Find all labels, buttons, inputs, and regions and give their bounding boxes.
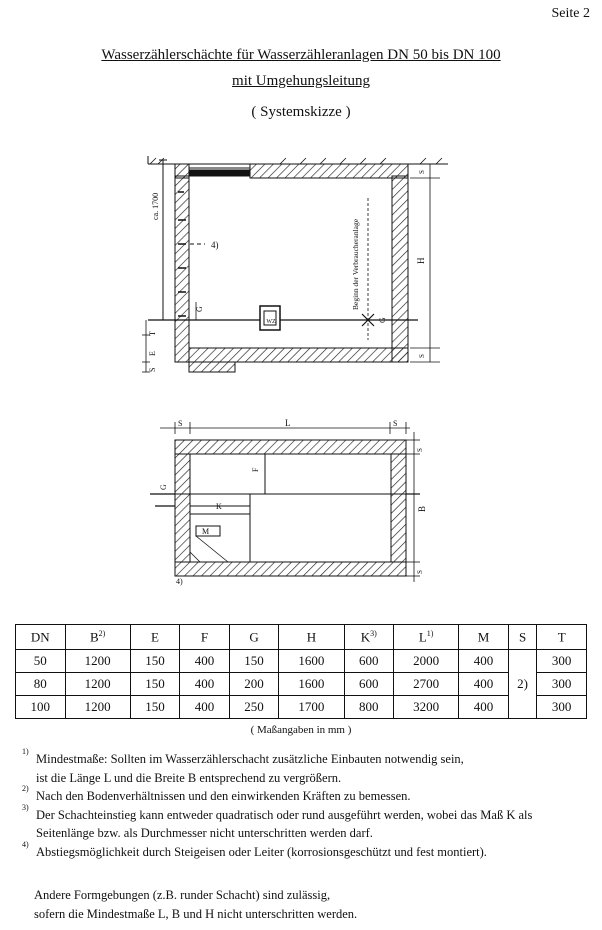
cell: 800 <box>344 696 394 719</box>
cell: 1200 <box>65 696 130 719</box>
footnote-mark: 3) <box>22 802 29 812</box>
footnote-mark: 2) <box>22 784 29 793</box>
col-b: $B^{2)}$ <box>65 625 130 650</box>
plan-drawing <box>0 412 602 592</box>
cell: 1200 <box>65 650 130 673</box>
cell: 250 <box>229 696 279 719</box>
cell: 150 <box>130 650 180 673</box>
dimensions-table <box>15 624 587 719</box>
plan-dim-G-label: G <box>159 484 168 490</box>
plan-dim-K-label: K <box>216 502 222 511</box>
footnote-4 <box>22 839 592 862</box>
cell: 100 <box>16 696 66 719</box>
table-row <box>16 696 587 719</box>
plan-dim-S-top-label: S <box>416 448 424 452</box>
col-g: G <box>229 625 279 650</box>
cell: 400 <box>180 650 230 673</box>
plan-dim-F-label: F <box>251 467 260 472</box>
cell: 1600 <box>279 650 344 673</box>
plan-ref-4-label: 4) <box>176 577 183 586</box>
footnote-2 <box>22 784 592 806</box>
footnote-line: Der Schachteinstieg kann entweder quadratisch oder rund ausgeführt werden, wobei das Maß K als <box>36 807 533 822</box>
cell: 2000 <box>394 650 459 673</box>
cell: 150 <box>229 650 279 673</box>
document-caption-systemskizze: ( Systemskizze ) <box>251 104 351 120</box>
footnote-mark: 1) <box>22 747 29 756</box>
closing-remark <box>34 886 357 924</box>
footnotes <box>22 747 592 861</box>
cell: 1700 <box>279 696 344 719</box>
footnote-line: ist die Länge L und die Breite B entsprechend zu vergrößern. <box>36 770 342 785</box>
cell: 200 <box>229 673 279 696</box>
section-drawing <box>0 140 602 380</box>
table-header-row <box>16 625 587 650</box>
col-h: H <box>279 625 344 650</box>
table-caption: ( Maßangaben in mm ) <box>250 724 352 736</box>
cell: 400 <box>459 650 509 673</box>
water-meter-label: WZ <box>266 319 276 325</box>
dim-S-top-label: S <box>418 170 426 174</box>
plan-dim-S-right-label: S <box>393 419 398 428</box>
dim-G-right-label: G <box>378 317 387 323</box>
cell: 400 <box>180 673 230 696</box>
dim-E-label: E <box>148 351 157 356</box>
cell: 600 <box>344 650 394 673</box>
footnote-line: Abstiegsmöglichkeit durch Steigeisen oder Leiter (korrosionsgeschützt und fest montiert). <box>36 844 487 859</box>
cell: 150 <box>130 673 180 696</box>
cell: 2700 <box>394 673 459 696</box>
dim-S-bottom-label: S <box>418 354 426 358</box>
ground-line <box>148 156 448 164</box>
closing-line: sofern die Mindestmaße L, B und H nicht unterschritten werden. <box>34 906 358 921</box>
cell: 1200 <box>65 673 130 696</box>
table-row <box>16 650 587 673</box>
cell: 150 <box>130 696 180 719</box>
col-t: T <box>537 625 587 650</box>
dim-ca1700-label: ca. 1700 <box>151 192 160 220</box>
beginn-label: Beginn der Verbraucheranlage <box>351 218 360 310</box>
dim-ca1700 <box>159 160 167 320</box>
footnote-line: Seitenlänge bzw. als Durchmesser nicht unterschritten werden darf. <box>36 826 373 840</box>
footnote-1 <box>22 747 592 787</box>
footnote-line: Nach den Bodenverhältnissen und den einwirkenden Kräften zu bemessen. <box>36 789 411 803</box>
col-l: $L^{1)}$ <box>394 625 459 650</box>
cell: 600 <box>344 673 394 696</box>
plan-dim-M-label: M <box>202 527 210 536</box>
water-meter-icon <box>260 306 280 330</box>
col-s: S <box>508 625 537 650</box>
footnote-line: Mindestmaße: Sollten im Wasserzählerschacht zusätzliche Einbauten notwendig sein, <box>36 752 464 766</box>
cell: 3200 <box>394 696 459 719</box>
col-m: M <box>459 625 509 650</box>
dim-T-label: T <box>148 331 157 336</box>
col-f: F <box>180 625 230 650</box>
footnote-mark: 4) <box>22 839 29 849</box>
valve-icon <box>362 198 374 340</box>
plan-dim-L-label: L <box>285 418 291 428</box>
col-dn: DN <box>16 625 66 650</box>
dim-G-left-label: G <box>195 306 204 312</box>
ref-4-label: 4) <box>211 240 219 250</box>
cell: 300 <box>537 696 587 719</box>
footnote-3 <box>22 802 592 843</box>
cell: 400 <box>180 696 230 719</box>
cell: 300 <box>537 673 587 696</box>
left-dims <box>142 320 150 372</box>
shaft-walls-section <box>175 164 408 372</box>
manhole-cover <box>189 168 250 176</box>
cell: 300 <box>537 650 587 673</box>
col-e: E <box>130 625 180 650</box>
table-row <box>16 673 587 696</box>
document-title: Wasserzählerschächte für Wasserzähleranlagen DN 50 bis DN 100 <box>101 47 501 63</box>
cell: 1600 <box>279 673 344 696</box>
closing-line: Andere Formgebungen (z.B. runder Schacht) sind zulässig, <box>34 888 331 902</box>
plan-dim-B-label: B <box>417 505 427 512</box>
page-number: Seite 2 <box>551 6 590 21</box>
cell: 50 <box>16 650 66 673</box>
col-k: $K^{3)}$ <box>344 625 394 650</box>
shaft-walls-plan <box>175 440 406 576</box>
cell: 400 <box>459 696 509 719</box>
plan-dim-S-left-label: S <box>178 419 183 428</box>
plan-dim-S-bottom-label: S <box>416 570 424 574</box>
dim-S-label: S <box>148 367 157 372</box>
dim-H-label: H <box>416 257 426 264</box>
cell: 80 <box>16 673 66 696</box>
document-subtitle: mit Umgehungsleitung <box>232 73 370 89</box>
cell-s-merged: 2) <box>508 650 537 719</box>
cell: 400 <box>459 673 509 696</box>
